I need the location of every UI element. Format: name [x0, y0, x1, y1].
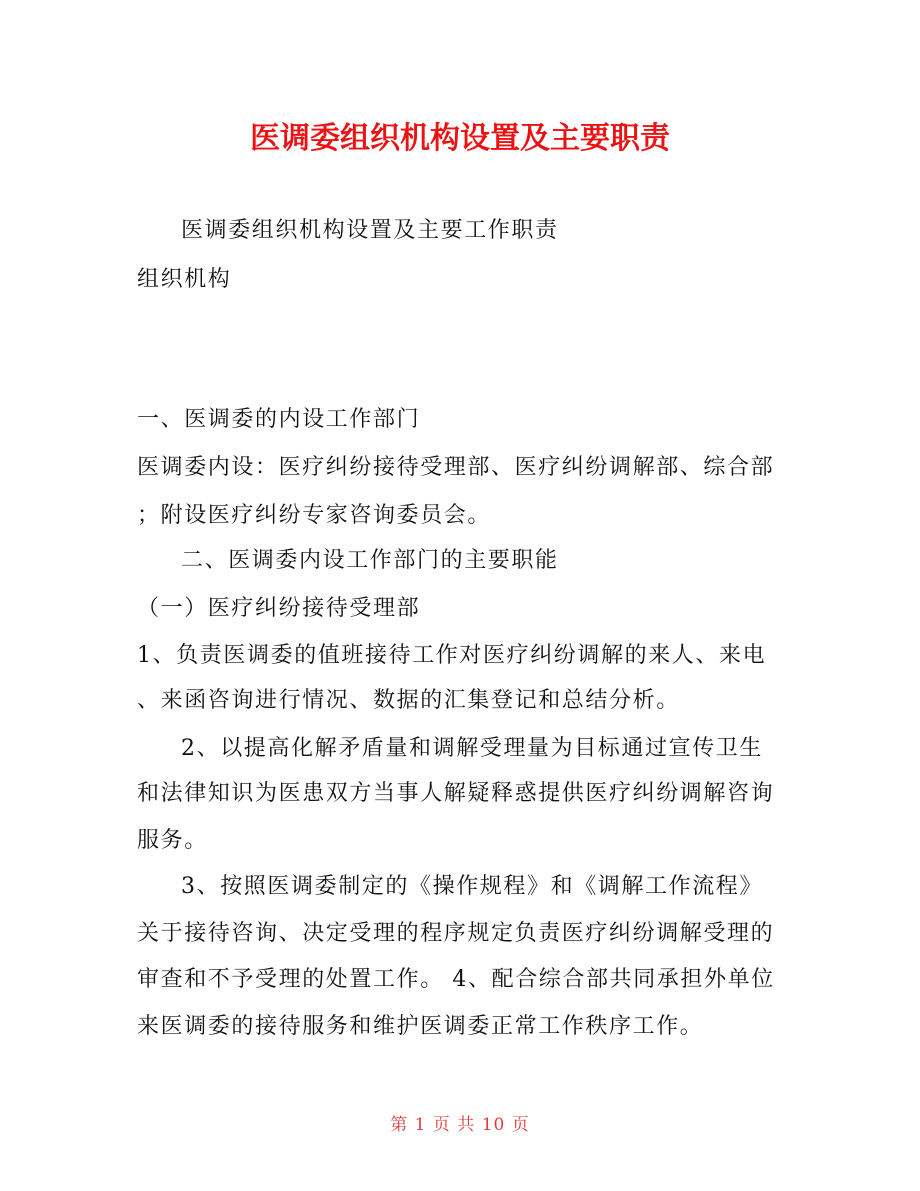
paragraph-line: 2、以提高化解矛盾量和调解受理量为目标通过宣传卫生 — [181, 736, 763, 761]
paragraph-line: 来医调委的接待服务和维护医调委正常工作秩序工作。 — [137, 1014, 704, 1039]
subtitle-line: 医调委组织机构设置及主要工作职责 — [181, 218, 559, 243]
section-heading-functions: 二、医调委内设工作部门的主要职能 — [181, 548, 559, 573]
paragraph-line: 关于接待咨询、决定受理的程序规定负责医疗纠纷调解受理的 — [137, 921, 775, 946]
paragraph-line: 医调委内设：医疗纠纷接待受理部、医疗纠纷调解部、综合部 — [137, 455, 775, 480]
paragraph-line: 、来函咨询进行情况、数据的汇集登记和总结分析。 — [137, 688, 680, 713]
document-title: 医调委组织机构设置及主要职责 — [250, 121, 670, 156]
section-heading-org: 组织机构 — [137, 267, 232, 292]
paragraph-line: 审查和不予受理的处置工作。 4、配合综合部共同承担外单位 — [137, 967, 775, 992]
paragraph-line: 3、按照医调委制定的《操作规程》和《调解工作流程》 — [181, 874, 763, 899]
page-number-footer: 第 1 页 共 10 页 — [390, 1115, 530, 1135]
paragraph-line: 和法律知识为医患双方当事人解疑释惑提供医疗纠纷调解咨询 — [137, 781, 775, 806]
paragraph-line: ；附设医疗纠纷专家咨询委员会。 — [137, 503, 492, 528]
paragraph-line: 1、负责医调委的值班接待工作对医疗纠纷调解的来人、来电 — [137, 643, 767, 668]
paragraph-line: 服务。 — [137, 828, 208, 853]
subsection-heading: （一）医疗纠纷接待受理部 — [137, 596, 421, 621]
section-heading-departments: 一、医调委的内设工作部门 — [137, 407, 421, 432]
